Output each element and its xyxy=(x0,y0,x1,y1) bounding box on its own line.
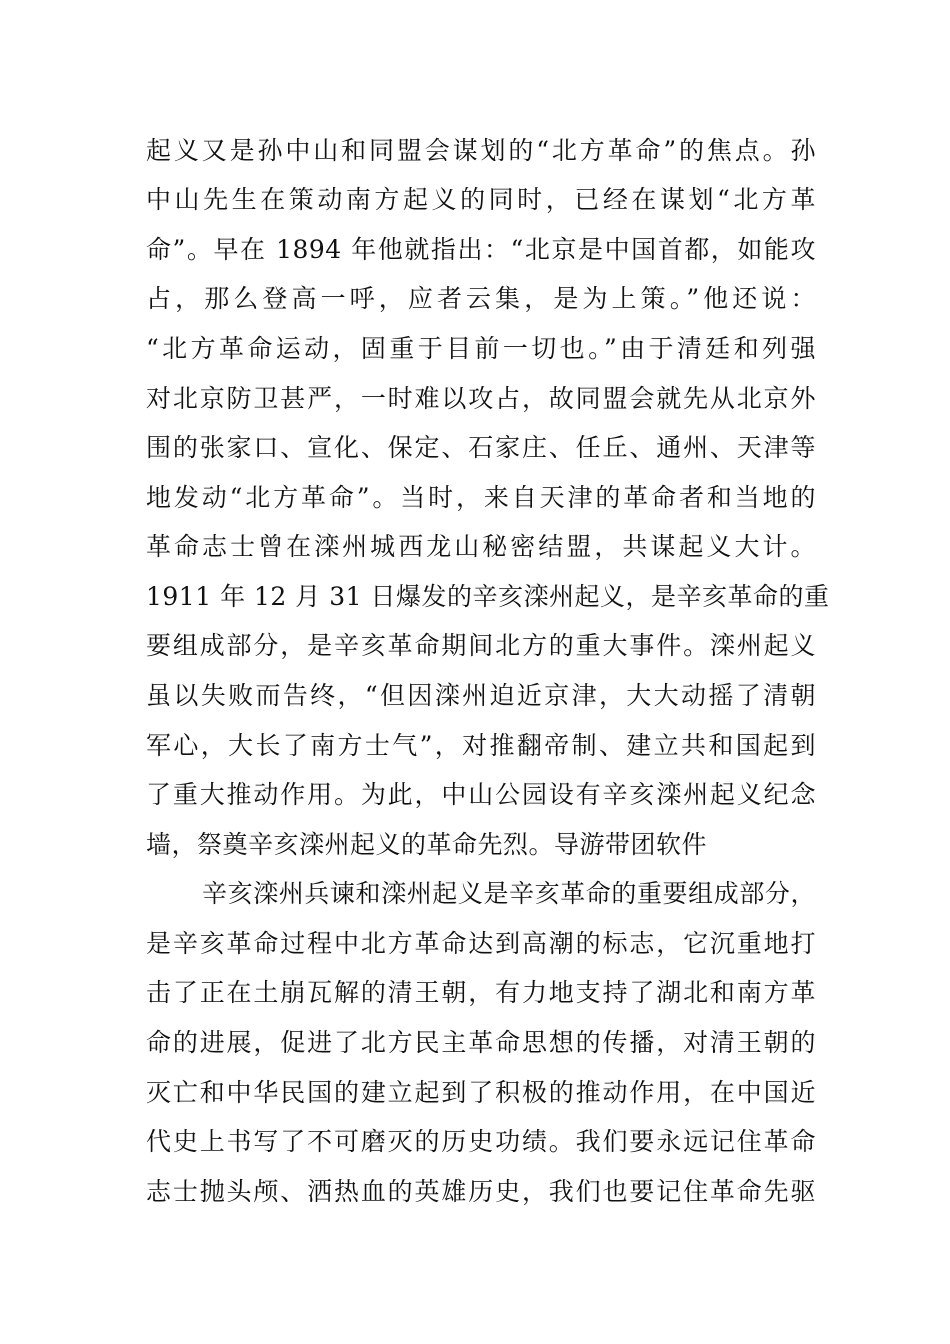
text-line: “北方革命运动，固重于目前一切也。”由于清廷和列强 xyxy=(146,334,816,363)
text-line: 军心，大长了南方士气”，对推翻帝制、建立共和国起到 xyxy=(146,731,816,760)
text-line: 起义又是孙中山和同盟会谋划的“北方革命”的焦点。孙 xyxy=(146,136,816,165)
text-line: 灭亡和中华民国的建立起到了积极的推动作用，在中国近 xyxy=(146,1078,816,1107)
text-line: 志士抛头颅、洒热血的英雄历史，我们也要记住革命先驱 xyxy=(146,1177,816,1206)
paragraph-first-line: 辛亥滦州兵谏和滦州起义是辛亥革命的重要组成部分， xyxy=(202,879,816,908)
text-line: 命的进展，促进了北方民主革命思想的传播，对清王朝的 xyxy=(146,1028,816,1057)
text-line: 革命志士曾在滦州城西龙山秘密结盟，共谋起义大计。 xyxy=(146,532,816,561)
text-line: 击了正在土崩瓦解的清王朝，有力地支持了湖北和南方革 xyxy=(146,978,816,1007)
text-line: 对北京防卫甚严，一时难以攻占，故同盟会就先从北京外 xyxy=(146,384,816,413)
text-line: 命”。早在 1894 年他就指出：“北京是中国首都，如能攻 xyxy=(146,235,816,264)
text-line: 墙，祭奠辛亥滦州起义的革命先烈。导游带团软件 xyxy=(146,830,708,859)
text-line: 占，那么登高一呼，应者云集，是为上策。”他还说： xyxy=(146,284,816,313)
text-line: 代史上书写了不可磨灭的历史功绩。我们要永远记住革命 xyxy=(146,1127,816,1156)
text-line: 要组成部分，是辛亥革命期间北方的重大事件。滦州起义 xyxy=(146,631,816,660)
text-line: 中山先生在策动南方起义的同时，已经在谋划“北方革 xyxy=(146,185,816,214)
text-line: 了重大推动作用。为此，中山公园设有辛亥滦州起义纪念 xyxy=(146,780,816,809)
text-line: 地发动“北方革命”。当时，来自天津的革命者和当地的 xyxy=(146,483,816,512)
text-line: 是辛亥革命过程中北方革命达到高潮的标志，它沉重地打 xyxy=(146,929,816,958)
text-line: 虽以失败而告终，“但因滦州迫近京津，大大动摇了清朝 xyxy=(146,681,816,710)
text-line: 1911 年 12 月 31 日爆发的辛亥滦州起义，是辛亥革命的重 xyxy=(146,582,830,611)
text-line: 围的张家口、宣化、保定、石家庄、任丘、通州、天津等 xyxy=(146,433,816,462)
